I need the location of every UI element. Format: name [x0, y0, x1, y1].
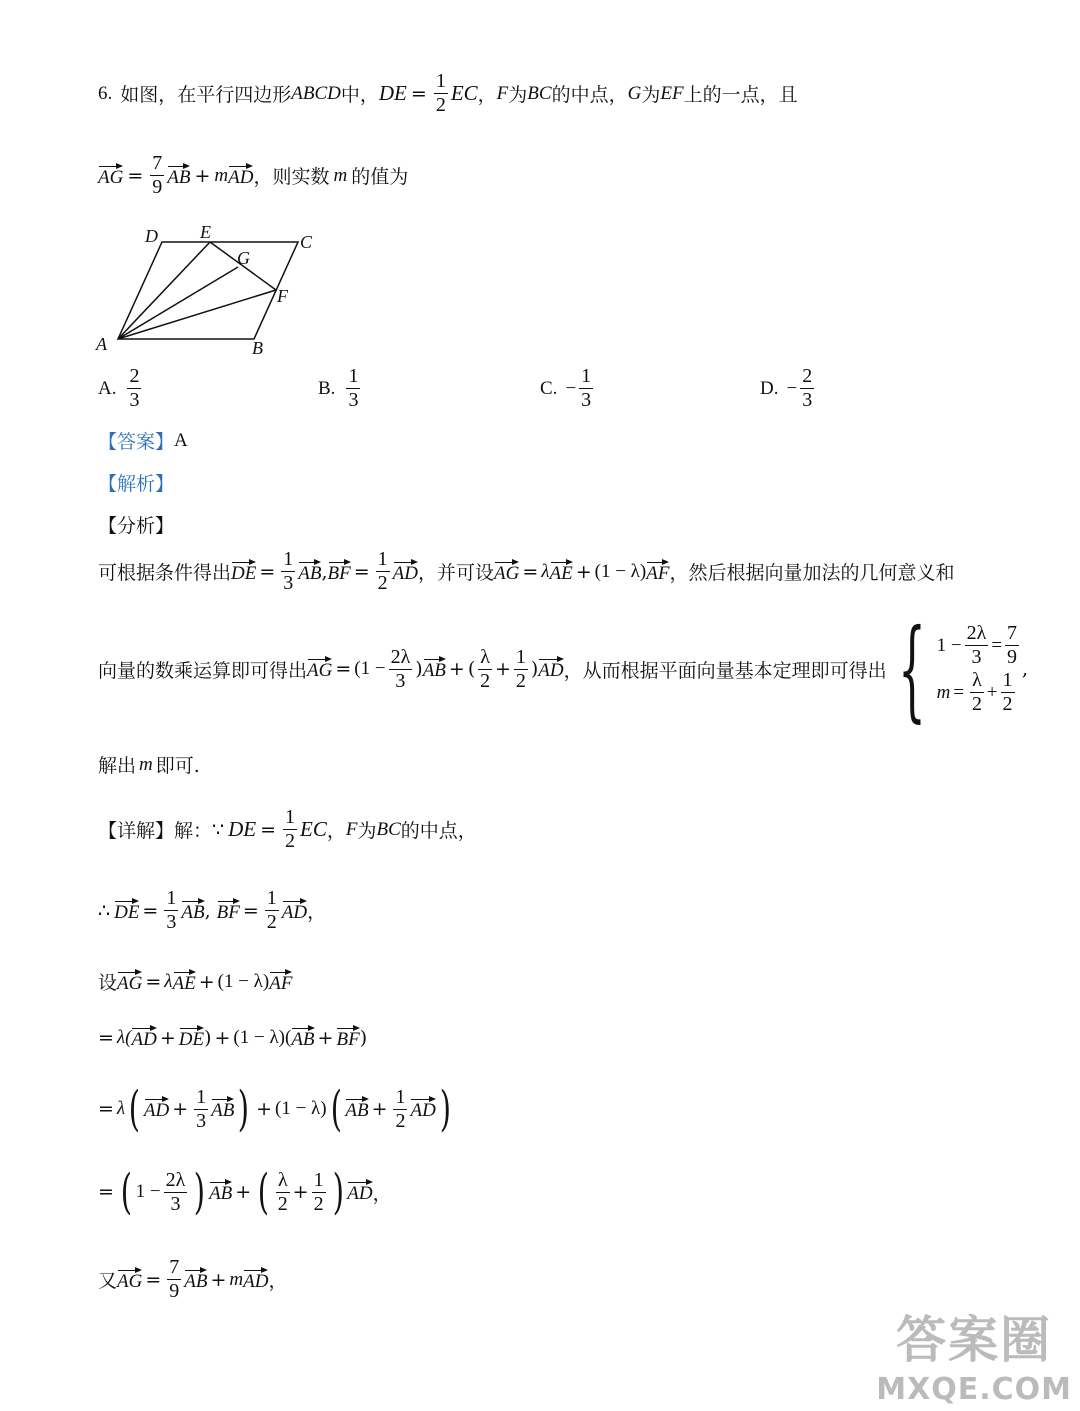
numerator: 2: [129, 365, 140, 387]
variable-m: m: [139, 753, 153, 775]
numerator: 1: [377, 548, 388, 570]
numerator: 7: [152, 152, 163, 174]
equals: =: [260, 818, 277, 841]
fenxi-text: 可根据条件得出: [98, 562, 232, 584]
fraction: [312, 1169, 326, 1216]
numerator: 7: [1007, 622, 1018, 644]
answer-tag: 【答案】: [98, 431, 175, 453]
lambda: λ: [541, 560, 550, 582]
numerator: 1: [348, 365, 359, 387]
denominator: 2: [395, 1109, 406, 1132]
vector-ab: AB: [298, 559, 321, 585]
equation-1: [937, 622, 1022, 669]
vector-ad: AD: [144, 1096, 169, 1122]
denominator: 3: [971, 646, 982, 668]
option-fraction: [127, 365, 141, 412]
denominator: 3: [348, 389, 359, 411]
paren: (: [467, 658, 476, 680]
variable-m: m: [229, 1268, 244, 1290]
comma: ,: [1022, 658, 1029, 680]
fraction: [376, 548, 390, 595]
equals: =: [145, 970, 162, 993]
detail-text: 设: [98, 972, 118, 994]
watermark-text: 答案圈: [896, 1311, 1053, 1369]
denominator: 3: [170, 1192, 181, 1215]
vector-ab: AB: [423, 656, 446, 682]
vector-ag: AG: [307, 656, 332, 682]
fraction: [164, 1169, 188, 1216]
denominator: 9: [152, 176, 163, 198]
equals: =: [410, 82, 427, 105]
point-f: F: [345, 818, 358, 840]
denominator: 2: [435, 94, 446, 116]
vector-ab: AB: [181, 898, 204, 924]
plus: +: [292, 1181, 309, 1203]
fenxi-text: 向量的数乘运算即可得出: [98, 659, 308, 682]
equals: =: [335, 658, 352, 680]
vector-ab: AB: [345, 1096, 368, 1122]
comma: ，: [372, 1182, 392, 1205]
denominator: 3: [129, 389, 140, 411]
comma: ，: [307, 901, 327, 923]
answer-value: A: [174, 429, 188, 451]
fraction: [276, 1169, 290, 1216]
label-c: C: [300, 232, 313, 252]
variable-m: m: [333, 164, 348, 186]
vector-af: AF: [269, 969, 292, 995]
segment-ag: [118, 267, 238, 339]
vector-bf: BF: [217, 898, 240, 924]
option-fraction: [346, 365, 360, 412]
vector-ad: AD: [538, 656, 563, 682]
paren: (1 −: [354, 658, 386, 679]
vector-bf: BF: [336, 1025, 359, 1051]
equals: =: [142, 899, 159, 922]
label-g: G: [237, 248, 250, 268]
denominator: 2: [1002, 693, 1013, 715]
label-f: F: [277, 286, 288, 306]
numerator: 1: [515, 645, 526, 668]
question-text: 如图，在平行四边形: [120, 84, 292, 106]
numerator: 2λ: [390, 645, 411, 668]
question-text: 为: [641, 84, 661, 106]
option-b[interactable]: [318, 365, 363, 412]
question-number: 6.: [98, 82, 113, 104]
fenxi-text: 解出: [98, 755, 137, 777]
vector-de: DE: [179, 1025, 204, 1051]
equals: =: [353, 560, 370, 583]
big-paren-open: (: [128, 1081, 141, 1137]
paren: ): [415, 658, 423, 680]
one-minus-lambda: (1 − λ): [217, 970, 270, 992]
numerator: 2λ: [165, 1168, 186, 1191]
vector-ad: AD: [393, 559, 418, 585]
denominator: 2: [285, 830, 296, 852]
answer-line: [98, 427, 188, 454]
big-paren-close: ): [194, 1164, 206, 1220]
fenxi-tag: 【分析】: [98, 515, 175, 537]
plus: +: [494, 658, 511, 680]
vector-af: AF: [646, 559, 669, 585]
plus: +: [235, 1181, 252, 1203]
plus: +: [198, 970, 215, 993]
plus: +: [986, 681, 998, 703]
equation-2: [937, 669, 1022, 716]
segment-ec: EC: [450, 81, 478, 105]
numerator: 1: [285, 806, 296, 828]
detail-line-3: [98, 968, 292, 995]
detail-line-6: [98, 1164, 392, 1220]
denominator: 2: [313, 1192, 324, 1215]
analysis-tag: 【解析】: [98, 473, 175, 495]
detail-text: ，: [326, 820, 346, 842]
question-text: ，则实数: [253, 166, 330, 188]
detail-line-4: [98, 1025, 367, 1051]
point-f: F: [496, 82, 509, 104]
vector-ad: AD: [243, 1267, 268, 1293]
equals: =: [98, 1181, 114, 1203]
variable-m: m: [214, 164, 229, 186]
denominator: 3: [395, 669, 406, 692]
fraction: [514, 646, 528, 693]
plus: +: [256, 1098, 273, 1120]
fenxi-text: ，从而根据平面向量基本定理即可得出: [563, 659, 887, 682]
fraction: [478, 646, 492, 693]
plus: +: [210, 1268, 227, 1291]
vector-ab: AB: [167, 163, 190, 189]
variable-m: m: [936, 681, 951, 703]
plus: +: [172, 1098, 189, 1120]
vector-ae: AE: [173, 969, 196, 995]
point-g: G: [627, 82, 642, 104]
question-text: ，: [477, 84, 497, 106]
fenxi-text: ，然后根据向量加法的几何意义和: [669, 562, 955, 584]
fenxi-line-2: [98, 605, 1029, 733]
numerator: λ: [972, 669, 982, 691]
one-minus-lambda: (1 − λ): [594, 560, 647, 582]
denominator: 2: [377, 572, 388, 594]
big-paren-open: (: [257, 1164, 270, 1220]
vector-ab: AB: [184, 1267, 207, 1293]
option-fraction: [800, 365, 814, 412]
watermark-url: MXQE.COM: [876, 1372, 1072, 1407]
label-e: E: [200, 222, 211, 242]
option-a[interactable]: [98, 365, 144, 412]
one-minus-lambda-paren: (1 − λ)(: [233, 1027, 292, 1048]
numerator: 1: [1002, 669, 1013, 691]
vector-de: DE: [114, 898, 139, 924]
fraction: [265, 887, 279, 934]
denominator: 9: [169, 1280, 180, 1302]
label-a: A: [96, 334, 107, 354]
fraction: [281, 548, 295, 595]
vector-ag: AG: [98, 163, 123, 189]
one-minus: 1 −: [936, 634, 962, 656]
numerator: 1: [395, 1085, 406, 1108]
question-text: 中，: [340, 84, 379, 106]
comma: ，: [268, 1270, 288, 1292]
detail-line-7: [98, 1256, 287, 1303]
question-text: 为: [508, 84, 528, 106]
question-text: 的值为: [351, 166, 409, 188]
vector-ag: AG: [117, 969, 142, 995]
therefore-symbol: ∴: [98, 899, 111, 922]
numerator: λ: [277, 1168, 288, 1191]
comma: ,: [204, 899, 211, 922]
segment-de: DE: [228, 817, 257, 841]
plus: +: [575, 560, 592, 583]
vector-ag: AG: [494, 559, 519, 585]
option-sign: −: [786, 377, 798, 399]
big-paren-close: ): [439, 1081, 451, 1137]
big-paren-open: (: [120, 1164, 132, 1220]
equals: =: [259, 560, 276, 583]
vector-ad: AD: [347, 1179, 372, 1205]
vector-ag: AG: [117, 1267, 142, 1293]
fraction-half: [434, 70, 448, 117]
vector-ad: AD: [228, 163, 253, 189]
label-b: B: [252, 338, 263, 358]
parallelogram-name: ABCD: [291, 82, 341, 104]
fraction-half: [283, 806, 297, 853]
plus: +: [194, 164, 211, 187]
big-paren-close: ): [332, 1164, 344, 1220]
denominator: 2: [277, 1192, 288, 1215]
vector-de: DE: [231, 559, 256, 585]
denominator: 9: [1007, 646, 1018, 668]
detail-text: 的中点，: [400, 820, 477, 842]
plus: +: [448, 658, 465, 680]
watermark: [876, 1300, 1072, 1407]
fraction: [1001, 669, 1015, 716]
equals: =: [127, 164, 144, 187]
segment-de: DE: [378, 81, 407, 105]
system-of-equations: [937, 622, 1022, 716]
fenxi-text: ，并可设: [418, 562, 495, 584]
denominator: 3: [581, 389, 592, 411]
option-fraction: [579, 365, 593, 412]
big-paren-close: ): [238, 1081, 250, 1137]
equals: =: [98, 1098, 114, 1120]
label-d: D: [145, 226, 158, 246]
numerator: 1: [166, 887, 177, 909]
detail-line-1: [98, 806, 477, 853]
lambda: λ: [116, 1098, 126, 1119]
fraction: [194, 1086, 208, 1133]
option-label: C.: [540, 377, 558, 399]
segment-bc: BC: [527, 82, 552, 104]
comma: ,: [321, 560, 328, 583]
detail-text: 又: [98, 1270, 118, 1292]
fraction: [393, 1086, 407, 1133]
plus: +: [317, 1027, 334, 1049]
vector-ab: AB: [209, 1179, 232, 1205]
numerator: 1: [435, 70, 446, 92]
vector-ad: AD: [131, 1025, 156, 1051]
equals: =: [953, 681, 965, 703]
numerator: 1: [283, 548, 294, 570]
numerator: λ: [480, 645, 490, 668]
big-paren-open: (: [330, 1081, 342, 1137]
denominator: 3: [166, 911, 177, 933]
question-line-2: [98, 152, 408, 199]
detail-line-2: [98, 887, 326, 934]
option-sign: −: [565, 377, 577, 399]
segment-bc: BC: [376, 818, 401, 840]
plus: +: [371, 1098, 388, 1120]
equals: =: [522, 560, 539, 583]
vector-ab: AB: [211, 1096, 234, 1122]
vector-ab: AB: [291, 1025, 314, 1051]
paren: ): [359, 1027, 368, 1049]
vector-ad: AD: [410, 1096, 435, 1122]
lambda-paren: λ(: [116, 1027, 132, 1048]
segment-ec: EC: [300, 817, 327, 841]
fraction-seven-ninths: [150, 152, 164, 199]
option-label: D.: [760, 377, 779, 399]
numerator: 2: [802, 365, 813, 387]
numerator: 1: [581, 365, 592, 387]
detail-tag: 【详解】解：: [98, 820, 213, 842]
segment-ef: EF: [660, 82, 684, 104]
analysis-line: [98, 469, 174, 496]
numerator: 1: [196, 1085, 207, 1108]
one-minus: 1 −: [135, 1181, 161, 1202]
because-symbol: ∵: [212, 818, 225, 841]
vector-ad: AD: [282, 898, 307, 924]
fraction: [965, 622, 989, 669]
fraction: [1005, 622, 1019, 669]
fenxi-text: 即可.: [155, 755, 200, 777]
one-minus-lambda: (1 − λ): [275, 1098, 327, 1119]
fraction: [389, 646, 413, 693]
denominator: 3: [802, 389, 813, 411]
question-text: 的中点，: [551, 84, 628, 106]
denominator: 2: [266, 911, 277, 933]
fraction-seven-ninths: [167, 1256, 181, 1303]
brace: {: [897, 605, 926, 733]
option-d[interactable]: [760, 365, 817, 412]
equals: =: [145, 1268, 162, 1291]
denominator: 2: [515, 669, 526, 692]
equals: =: [991, 634, 1003, 656]
option-label: B.: [318, 377, 336, 399]
paren: ): [530, 658, 539, 680]
numerator: 7: [169, 1256, 180, 1278]
fraction: [970, 669, 984, 716]
option-c[interactable]: [540, 365, 596, 412]
detail-text: 为: [357, 820, 377, 842]
equals: =: [242, 899, 259, 922]
plus: +: [214, 1027, 231, 1049]
parallelogram-figure: [90, 218, 330, 363]
numerator: 1: [313, 1168, 324, 1191]
fenxi-line-3: [98, 751, 200, 778]
numerator: 1: [266, 887, 277, 909]
plus: +: [159, 1027, 176, 1049]
equals: =: [98, 1027, 114, 1049]
numerator: 2λ: [966, 622, 987, 644]
question-line-1: [98, 70, 798, 117]
denominator: 3: [196, 1109, 207, 1132]
paren: ): [204, 1027, 212, 1049]
fenxi-line: [98, 511, 174, 538]
parallelogram-abcd: [118, 242, 298, 339]
vector-ae: AE: [550, 559, 573, 585]
denominator: 3: [283, 572, 294, 594]
question-text: 上的一点，且: [683, 84, 798, 106]
detail-line-5: [98, 1081, 455, 1137]
denominator: 2: [480, 669, 491, 692]
fraction: [164, 887, 178, 934]
vector-bf: BF: [328, 559, 351, 585]
option-label: A.: [98, 377, 117, 399]
lambda: λ: [164, 970, 173, 992]
fenxi-line-1: [98, 548, 954, 595]
denominator: 2: [971, 693, 982, 715]
